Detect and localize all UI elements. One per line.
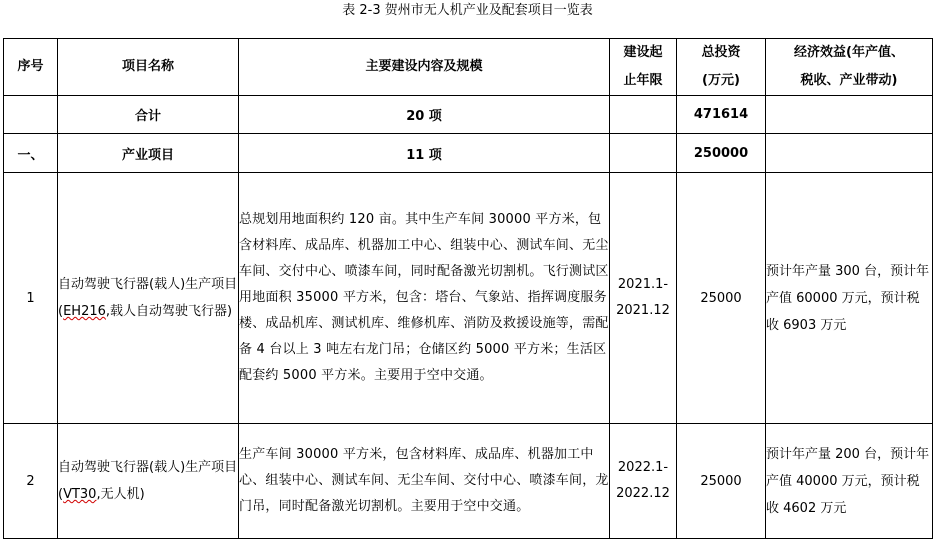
category-row bbox=[4, 134, 933, 173]
project-investment: 25000 bbox=[677, 173, 766, 424]
project-period bbox=[610, 424, 677, 539]
header-investment bbox=[677, 39, 766, 96]
header-seq: 序号 bbox=[4, 39, 58, 96]
total-row bbox=[4, 96, 933, 134]
total-label: 合计 bbox=[58, 96, 239, 134]
category-benefit-cell bbox=[766, 134, 933, 173]
header-period-line2: 止年限 bbox=[623, 73, 663, 88]
header-name: 项目名称 bbox=[58, 39, 239, 96]
project-period-start: 2021.1- bbox=[617, 277, 669, 292]
table-row bbox=[4, 173, 933, 424]
category-investment: 250000 bbox=[677, 134, 766, 173]
category-count: 11 项 bbox=[239, 134, 610, 173]
project-seq: 1 bbox=[4, 173, 58, 424]
total-period-cell bbox=[610, 96, 677, 134]
header-benefit bbox=[766, 39, 933, 96]
project-content: 生产车间 30000 平方米，包含材料库、成品库、机器加工中心、组装中心、测试车间、无尘车间、交付中心、喷漆车间，龙门吊，同时配备激光切割机。主要用于空中交通。 bbox=[239, 424, 610, 539]
category-seq: 一、 bbox=[4, 134, 58, 173]
project-period bbox=[610, 173, 677, 424]
project-name-part-b: ,无人机) bbox=[96, 487, 145, 502]
project-name bbox=[58, 173, 239, 424]
project-name bbox=[58, 424, 239, 539]
project-content: 总规划用地面积约 120 亩。其中生产车间 30000 平方米，包含材料库、成品库、机器加工中心、组装中心、测试车间、无尘车间、交付中心、喷漆车间，同时配备激光切割机。飞行测试区用地面积 35000 平方米，包含：塔台、气象站、指挥调度服务楼、成品机库、测试机库、维修机库、消防及救援设施等，需配备 4 台以上 3 吨左右龙门吊；仓储区约 5000 平方米；生活区配套约 5000 平方米。主要用于空中交通。 bbox=[239, 173, 610, 424]
project-name-part-a: 自动驾驶飞行器(载人)生产项目( bbox=[58, 277, 238, 319]
header-benefit-line2: 税收、产业带动) bbox=[800, 73, 898, 88]
header-investment-line1: 总投资 bbox=[701, 45, 741, 60]
category-label: 产业项目 bbox=[58, 134, 239, 173]
project-seq: 2 bbox=[4, 424, 58, 539]
projects-table bbox=[3, 38, 933, 539]
header-period bbox=[610, 39, 677, 96]
total-benefit-cell bbox=[766, 96, 933, 134]
header-content: 主要建设内容及规模 bbox=[239, 39, 610, 96]
project-benefit: 预计年产量 300 台，预计年产值 60000 万元，预计税收 6903 万元 bbox=[766, 173, 933, 424]
project-period-end: 2022.12 bbox=[616, 486, 670, 501]
project-investment: 25000 bbox=[677, 424, 766, 539]
total-seq-cell bbox=[4, 96, 58, 134]
project-benefit: 预计年产量 200 台，预计年产值 40000 万元，预计税收 4602 万元 bbox=[766, 424, 933, 539]
total-count: 20 项 bbox=[239, 96, 610, 134]
header-benefit-line1: 经济效益(年产值、 bbox=[794, 45, 904, 60]
project-period-start: 2022.1- bbox=[617, 460, 669, 475]
header-row bbox=[4, 39, 933, 96]
table-row bbox=[4, 424, 933, 539]
header-investment-line2: (万元) bbox=[702, 73, 740, 88]
header-period-line1: 建设起 bbox=[623, 45, 663, 60]
project-code: EH216 bbox=[63, 304, 106, 319]
total-investment: 471614 bbox=[677, 96, 766, 134]
project-period-end: 2021.12 bbox=[616, 303, 670, 318]
project-name-part-a: 自动驾驶飞行器(载人)生产项目( bbox=[58, 460, 238, 502]
table-caption: 表 2-3 贺州市无人机产业及配套项目一览表 bbox=[342, 3, 593, 18]
category-period-cell bbox=[610, 134, 677, 173]
project-code: VT30 bbox=[63, 487, 97, 502]
project-name-part-b: ,载人自动驾驶飞行器) bbox=[105, 304, 233, 319]
